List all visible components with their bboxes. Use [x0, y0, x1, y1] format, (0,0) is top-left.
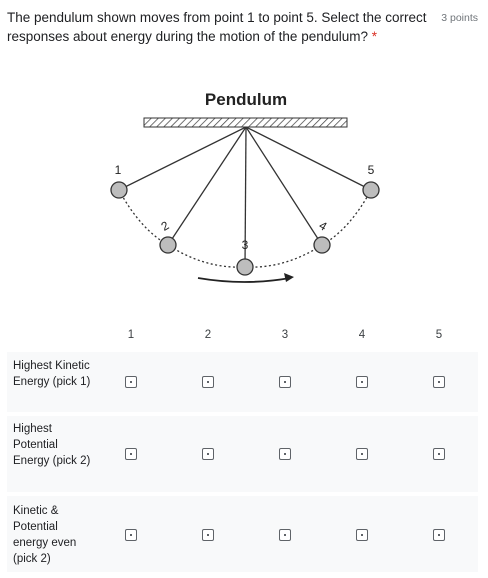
figure-title: Pendulum	[204, 90, 288, 109]
string-2	[168, 127, 246, 245]
string-5	[246, 127, 371, 190]
pendulum-diagram	[100, 84, 390, 294]
bob-3	[237, 259, 253, 275]
question-text: The pendulum shown moves from point 1 to point 5. Select the correct responses about energy during the motion of the pendulum?	[7, 10, 427, 44]
point-label-4: 4	[316, 218, 330, 234]
grid-row-highest-kinetic	[7, 352, 478, 412]
grid-row-kinetic-potential-even	[7, 496, 478, 572]
direction-arrow-icon	[198, 278, 290, 282]
row-label: Highest Kinetic Energy (pick 1)	[13, 360, 91, 388]
string-4	[246, 127, 322, 245]
grid-header-row	[7, 320, 478, 352]
grid-row-highest-potential	[7, 416, 478, 492]
checkbox-r1-c4[interactable]	[356, 376, 368, 388]
row-label: Kinetic & Potential energy even (pick 2)	[13, 505, 77, 565]
checkbox-r2-c3[interactable]	[279, 448, 291, 460]
column-header: 4	[358, 329, 366, 341]
arrow-head-icon	[284, 273, 294, 282]
checkbox-r3-c2[interactable]	[202, 529, 214, 541]
bob-2	[160, 237, 176, 253]
column-header: 2	[204, 329, 212, 341]
bob-4	[314, 237, 330, 253]
checkbox-r1-c3[interactable]	[279, 376, 291, 388]
checkbox-r1-c2[interactable]	[202, 376, 214, 388]
checkbox-r2-c1[interactable]	[125, 448, 137, 460]
question-title	[7, 8, 427, 46]
checkbox-r1-c5[interactable]	[433, 376, 445, 388]
point-label-1: 1	[114, 163, 122, 177]
checkbox-r2-c4[interactable]	[356, 448, 368, 460]
checkbox-grid	[7, 320, 478, 576]
string-1	[119, 127, 246, 190]
points-label: 3 points	[441, 12, 478, 24]
bob-1	[111, 182, 127, 198]
checkbox-r3-c4[interactable]	[356, 529, 368, 541]
column-header: 3	[281, 329, 289, 341]
point-label-2: 2	[158, 218, 172, 234]
column-header: 1	[127, 329, 135, 341]
column-header: 5	[435, 329, 443, 341]
checkbox-r2-c2[interactable]	[202, 448, 214, 460]
point-label-5: 5	[367, 163, 375, 177]
checkbox-r1-c1[interactable]	[125, 376, 137, 388]
row-label: Highest Potential Energy (pick 2)	[13, 423, 91, 467]
point-label-3: 3	[241, 238, 249, 252]
checkbox-r3-c1[interactable]	[125, 529, 137, 541]
checkbox-r3-c5[interactable]	[433, 529, 445, 541]
checkbox-r3-c3[interactable]	[279, 529, 291, 541]
checkbox-r2-c5[interactable]	[433, 448, 445, 460]
pendulum-figure	[100, 84, 390, 294]
bob-5	[363, 182, 379, 198]
pendulum-support-bar	[144, 118, 347, 127]
required-asterisk: *	[371, 29, 378, 44]
